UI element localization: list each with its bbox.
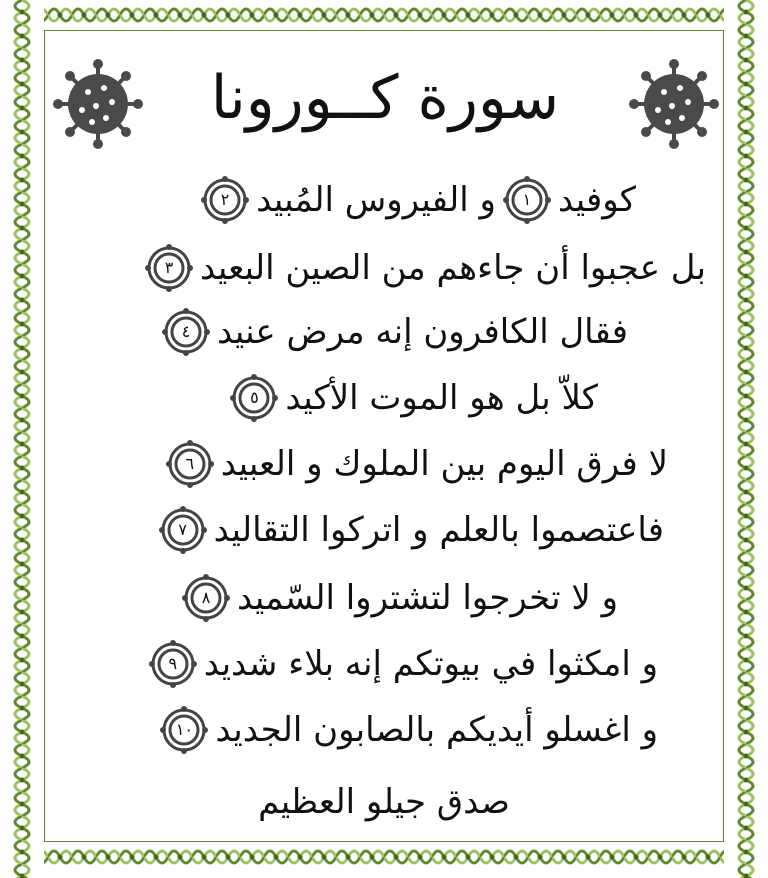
verse-number: ٨ [201, 588, 211, 607]
verse-line [165, 434, 668, 494]
verse-text: و اغسلو أيديكم بالصابون الجديد [215, 710, 658, 750]
verse-line [161, 302, 628, 362]
verse-text: و لا تخرجوا لتشتروا السّميد [237, 578, 618, 618]
verse-line [200, 170, 636, 230]
verse-number-marker [502, 175, 552, 225]
verse-number-marker [158, 505, 208, 555]
closing-line: صدق جيلو العظيم [258, 782, 510, 822]
verse-number-marker [161, 307, 211, 357]
verse-number: ٥ [250, 388, 259, 407]
verse-number-marker [200, 175, 250, 225]
virus-icon [52, 58, 144, 150]
verse-number: ١ [522, 190, 532, 209]
verse-number-marker [229, 373, 279, 423]
verse-line [158, 500, 664, 560]
verse-line [229, 368, 598, 428]
verse-number: ٧ [178, 520, 187, 539]
verse-text: لا فرق اليوم بين الملوك و العبيد [220, 444, 668, 484]
verse-number: ١٠ [175, 720, 193, 739]
verse-number: ٤ [181, 322, 191, 341]
verse-number: ٦ [185, 454, 195, 473]
verse-text: بل عجبوا أن جاءهم من الصين البعيد [200, 248, 706, 288]
virus-icon [628, 58, 720, 150]
verse-number-marker [181, 573, 231, 623]
verse-number: ٢ [220, 190, 230, 209]
verse-number-marker [148, 639, 198, 689]
ornamental-border-top [0, 0, 768, 30]
verse-number: ٣ [164, 258, 174, 277]
verse-number: ٩ [168, 654, 178, 673]
ornamental-border-bottom [0, 842, 768, 878]
verse-number-marker [144, 243, 194, 293]
ornamental-border-right [724, 0, 768, 878]
verse-line [159, 700, 658, 760]
verse-number-marker [165, 439, 215, 489]
verse-text: و امكثوا في بيوتكم إنه بلاء شديد [203, 644, 658, 684]
verse-text: و الفيروس المُبيد [256, 180, 496, 220]
verse-line [181, 568, 618, 628]
page-title: سورة كــورونا [210, 63, 560, 133]
verse-line [148, 634, 658, 694]
verse-text: كوفيد [557, 180, 636, 220]
verse-text: فاعتصموا بالعلم و اتركوا التقاليد [213, 510, 664, 550]
ornamental-border-left [0, 0, 44, 878]
verse-line [144, 238, 706, 298]
verse-number-marker [159, 705, 209, 755]
verse-text: فقال الكافرون إنه مرض عنيد [217, 312, 628, 352]
verse-text: كلاّ بل هو الموت الأكيد [285, 378, 598, 418]
